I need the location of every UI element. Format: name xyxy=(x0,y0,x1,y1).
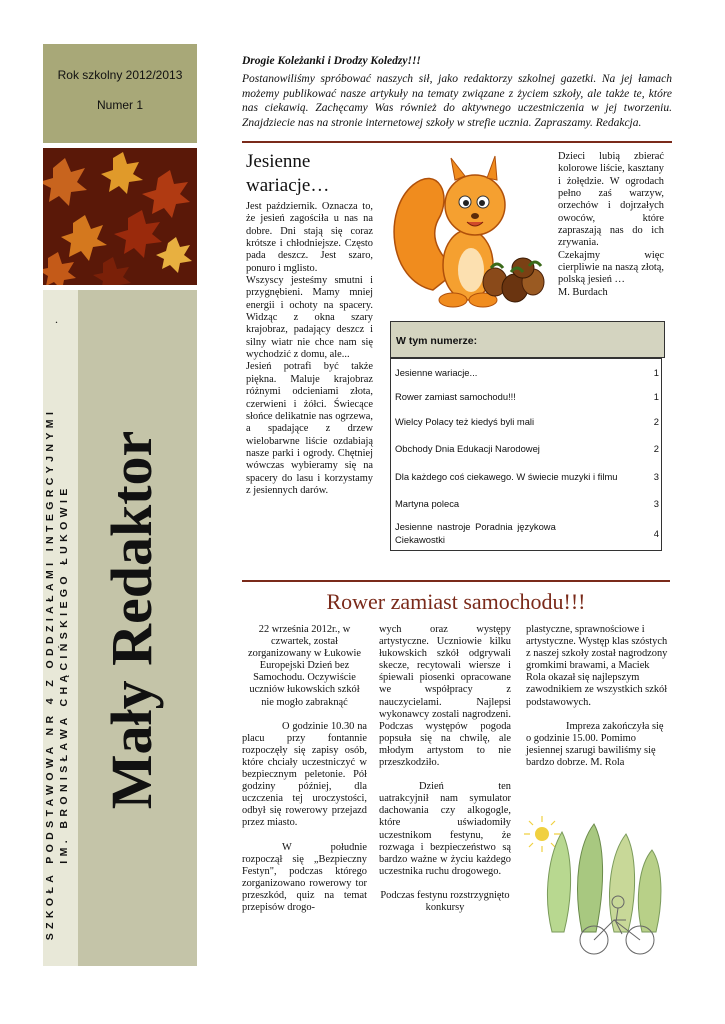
toc-item xyxy=(395,528,659,545)
article2-paragraph: O godzinie 10.30 na placu przy fontannie rozpoczęły się zapisy osób, które chciały uczestniczyć w bezpiecznym peletonie. Pół godziny później, dla uczczenia tej uroczystości, odbył się rowerowy przejazd przez miasto. xyxy=(242,720,367,829)
article2-paragraph: Podczas festynu rozstrzygnięto konkursy xyxy=(380,889,510,913)
article2-column xyxy=(526,624,670,769)
article1-paragraph: Jesień potrafi być także piękna. Maluje krajobraz różnymi odcieniami złota, czerwieni i żółci. Świecące słońce delikatnie nas ogrzewa, a spadające z drzew wielobarwne liście ozdabiają nasze parki i ogrody. Chętniej wówczas wybieramy się na spacery do lasu i korzystamy z jesiennych darów. xyxy=(246,361,373,496)
toc-item-page: 1 xyxy=(653,367,659,378)
article2-paragraph: 22 września 2012r., w czwartek, został zorganizowany w Łukowie Europejski Dzień bez Samochodu. Oczywiście uczniów łukowskich szkół nie mogło zabraknąć xyxy=(248,624,361,708)
toc-item-label: Obchody Dnia Edukacji Narodowej xyxy=(395,443,540,454)
intro-text: Postanowiliśmy spróbować naszych sił, jako redaktorzy szkolnej gazetki. Na jej łamach możemy publikować nasze artykuły na tematy związane z życiem szkoły, ale także te, które nas ciekawią. Zachęcamy Was również do aktywnego uczestniczenia w jej tworzeniu. Znajdziecie nas na stronie internetowej szkoły w strefie ucznia. Zapraszamy. Redakcja. xyxy=(242,73,672,129)
school-year: Rok szkolny 2012/2013 xyxy=(57,68,183,82)
toc-item-label: Jesienne wariacje... xyxy=(395,367,478,378)
toc-item-label: Jesienne nastroje Poradnia językowa xyxy=(395,521,556,532)
intro-heading: Drogie Koleżanki i Drodzy Koledzy!!! xyxy=(242,55,421,67)
decorative-dot: . xyxy=(55,312,58,326)
toc-item xyxy=(395,443,659,454)
toc-item-page: 1 xyxy=(653,391,659,402)
header-band xyxy=(43,44,197,143)
toc-item-page: 2 xyxy=(653,443,659,454)
article2-paragraph: Dzień ten uatrakcyjnił nam symulator dachowania czy alkogogle, które uświadomiły uczestnikom festynu, że rozwaga i bezpieczeństwo są bardzo ważne w życiu każdego uczestnika ruchu drogowego. xyxy=(379,781,511,877)
squirrel-image xyxy=(383,150,553,312)
toc-item-page: 4 xyxy=(653,528,659,539)
article2-title: Rower zamiast samochodu!!! xyxy=(326,589,586,614)
article1-right-paragraph: Czekajmy więc cierpliwie na naszą złotą, polską jesień … xyxy=(558,249,664,286)
cyclist-drawing xyxy=(522,812,672,962)
article2-column xyxy=(379,624,511,914)
toc-item-label: Wielcy Polacy też kiedyś byli mali xyxy=(395,416,535,427)
toc-item xyxy=(395,416,659,427)
toc-item-page: 2 xyxy=(653,416,659,427)
toc-item xyxy=(395,498,659,509)
toc-item xyxy=(395,391,659,402)
autumn-leaves-image xyxy=(43,148,197,285)
article2-paragraph: plastyczne, sprawnościowe i artystyczne. Występ klas szóstych z naszej szkoły został nagrodzony gromkimi brawami, a Maciek Rola okazał się najlepszym zawodnikiem ze wszystkich szkół podstawowych. xyxy=(526,624,668,708)
divider xyxy=(242,580,670,582)
article2-column xyxy=(242,624,367,914)
issue-number: Numer 1 xyxy=(96,98,143,112)
article1-sidebar-text xyxy=(558,151,664,299)
toc-item-page: 3 xyxy=(653,498,659,509)
toc-item xyxy=(395,521,659,532)
toc-item xyxy=(395,367,659,378)
toc-item-label: Martyna poleca xyxy=(395,498,460,509)
article2-paragraph: Impreza zakończyła się o godzinie 15.00. Pomimo jesiennej szarugi bawiliśmy się bardzo dobrze. M. Rola xyxy=(526,720,664,768)
divider xyxy=(242,141,672,143)
toc-heading: W tym numerze: xyxy=(390,321,665,358)
article1-title: Jesienne wariacje… xyxy=(246,151,330,196)
article1-paragraph: Jest październik. Oznacza to, że jesień zagościła u nas na dobre. Dni stają się coraz krótsze i chłodniejsze. Często pada deszcz. Jest szaro, ponuro i mglisto. xyxy=(246,201,373,274)
school-name xyxy=(43,364,71,984)
toc-item-label: Ciekawostki xyxy=(395,534,446,545)
toc-item-label: Rower zamiast samochodu!!! xyxy=(395,391,516,402)
article1-paragraph: Wszyscy jesteśmy smutni i przygnębieni. Mamy mniej energii i ochoty na spacery. Widząc z okna szary krajobraz, padający deszcz i silny wiatr nie chce nam się wychodzić z domu, ale... xyxy=(246,275,373,361)
school-name-line2: IM. BRONISŁAWA CHĄCIŃSKIEGO ŁUKOWIE xyxy=(58,484,70,864)
newspaper-title: Mały Redaktor xyxy=(99,430,164,810)
school-name-line1: SZKOŁA PODSTAWOWA NR 4 Z ODDZIAŁAMI INTEGRCYJNYMI xyxy=(44,407,56,941)
toc-item-page: 3 xyxy=(653,471,659,482)
article1-body xyxy=(246,201,373,497)
article1-right-paragraph: Dzieci lubią zbierać kolorowe liście, kasztany i żołędzie. W ogrodach pełno zaś warzyw, orzechów i dojrzałych owoców, które zapraszają nas do ich zrywania. xyxy=(558,151,664,249)
table-of-contents xyxy=(390,358,662,551)
article2-paragraph: W południe rozpoczął się „Bezpieczny Festyn", podczas którego zorganizowano rowerowy tor przeszkód, quiz na temat przepisów drogo- xyxy=(242,841,367,913)
article2-paragraph: wych oraz występy artystyczne. Uczniowie kilku łukowskich szkół odgrywali skecze, recytowali wiersze i śpiewali piosenki opracowane we współpracy z nauczycielami. Najlepsi wykonawcy zostali nagrodzeni. Podczas występów pogoda popsuła się na chwilę, ale młodym artystom to nie przeszkodziło. xyxy=(379,624,511,769)
article1-author: M. Burdach xyxy=(558,286,608,298)
toc-item xyxy=(395,471,659,482)
toc-item-label: Dla każdego coś ciekawego. W świecie muzyki i filmu xyxy=(395,471,618,482)
